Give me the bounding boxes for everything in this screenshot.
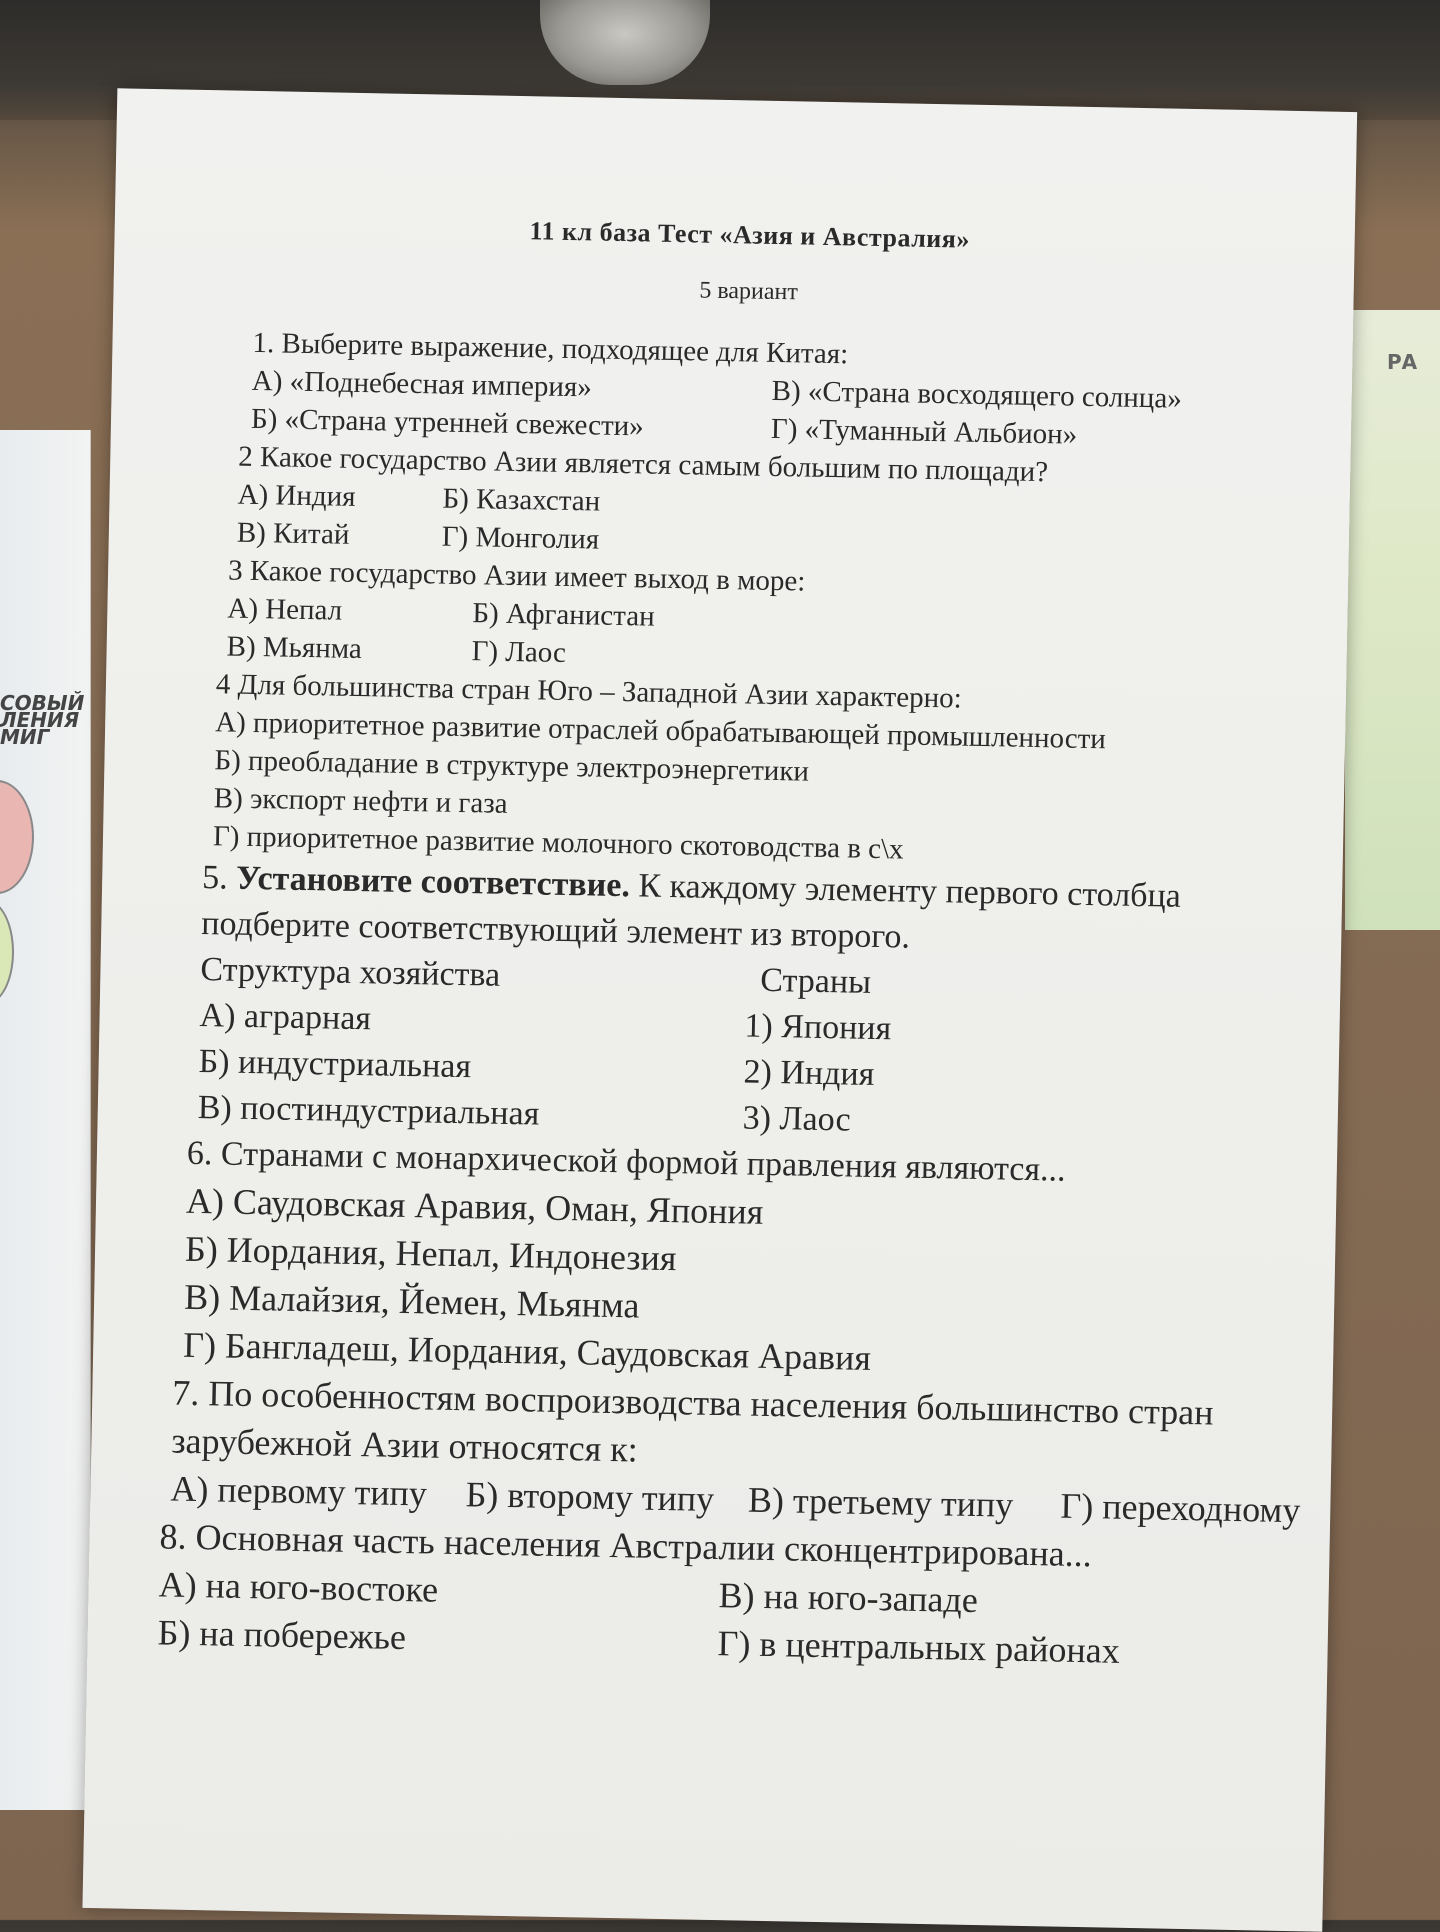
question-7-continued: зарубежной Азии относятся к: (171, 1420, 639, 1470)
question-7: 7. По особенностям воспроизводства населения большинство стран (171, 1372, 1214, 1433)
answer-option: Г) Лаос (471, 635, 567, 669)
answer-option: Г) в центральных районах (717, 1623, 1121, 1671)
match-right: 1) Япония (744, 1007, 892, 1048)
pie-chart-graphic (0, 900, 14, 1004)
answer-option: Б) Иордания, Непал, Индонезия (184, 1228, 677, 1279)
answer-option: Б) «Страна утренней свежести» (250, 402, 645, 443)
answer-option: А) Индия (237, 478, 356, 513)
answer-option: В) «Страна восходящего солнца» (771, 374, 1183, 415)
question-8: 8. Основная часть населения Австралии сконцентрирована... (159, 1516, 1093, 1575)
match-left: Б) индустриальная (198, 1043, 472, 1086)
answer-option: В) третьему типу (747, 1479, 1014, 1525)
answer-option: Г) переходному (1060, 1485, 1301, 1531)
answer-option: А) Непал (227, 592, 343, 627)
answer-option: А) «Поднебесная империя» (251, 364, 593, 404)
sheet-content (147, 209, 1325, 1678)
column-header: Структура хозяйства (200, 951, 501, 994)
match-right: 2) Индия (743, 1053, 875, 1093)
answer-option: В) Китай (236, 516, 350, 551)
answer-option: Б) на побережье (157, 1612, 407, 1658)
question-6: 6. Странами с монархической формой правления являются... (186, 1134, 1066, 1189)
answer-option: В) экспорт нефти и газа (213, 782, 508, 820)
question-3: 3 Какое государство Азии имеет выход в море: (227, 554, 806, 598)
question-1: 1. Выберите выражение, подходящее для Китая: (252, 326, 849, 371)
pie-chart-graphic (0, 780, 34, 894)
answer-option: Б) преобладание в структуре электроэнергетики (214, 744, 810, 788)
column-header: Страны (760, 961, 872, 1001)
answer-option: Г) Монголия (441, 520, 600, 556)
answer-option: В) Малайзия, Йемен, Мьянма (183, 1276, 640, 1326)
match-left: В) постиндустриальная (197, 1088, 540, 1133)
left-map-label: СОВЫЙ ЛЕНИЯ МИГ (0, 691, 85, 749)
right-map-poster (1345, 310, 1440, 930)
test-title: 11 кл база Тест «Азия и Австралия» (529, 216, 971, 254)
match-right: 3) Лаос (742, 1099, 851, 1139)
answer-option: Г) Бангладеш, Иордания, Саудовская Аравия (182, 1324, 872, 1378)
answer-option: Б) Афганистан (472, 597, 655, 633)
answer-option: А) приоритетное развитие отраслей обрабатывающей промышленности (214, 706, 1107, 756)
answer-option: А) Саудовская Аравия, Оман, Япония (185, 1180, 764, 1232)
question-5-continued: подберите соответствующий элемент из второго. (201, 905, 911, 956)
test-sheet (82, 88, 1357, 1931)
answer-option: А) на юго-востоке (158, 1564, 439, 1610)
question-number: 5. (201, 859, 229, 897)
left-map-poster (0, 430, 91, 1810)
answer-option: Г) приоритетное развитие молочного скотоводства в с\х (212, 820, 904, 866)
variant-label: 5 вариант (699, 277, 799, 306)
answer-option: В) Мьянма (226, 630, 363, 666)
right-map-label: РА (1387, 350, 1418, 374)
question-text: К каждому элементу первого столбца (638, 867, 1182, 915)
question-2: 2 Какое государство Азии является самым большим по площади? (238, 440, 1049, 489)
match-left: А) аграрная (199, 997, 372, 1038)
answer-option: В) на юго-западе (718, 1575, 979, 1621)
question-instruction: Установите соответствие. (235, 859, 631, 905)
answer-option: Г) «Туманный Альбион» (770, 412, 1078, 451)
answer-option: Б) Казахстан (442, 482, 601, 518)
answer-option: А) первому типу (170, 1468, 428, 1514)
answer-option: Б) второму типу (465, 1474, 715, 1519)
question-4: 4 Для большинства стран Юго – Западной Азии характерно: (215, 668, 962, 715)
